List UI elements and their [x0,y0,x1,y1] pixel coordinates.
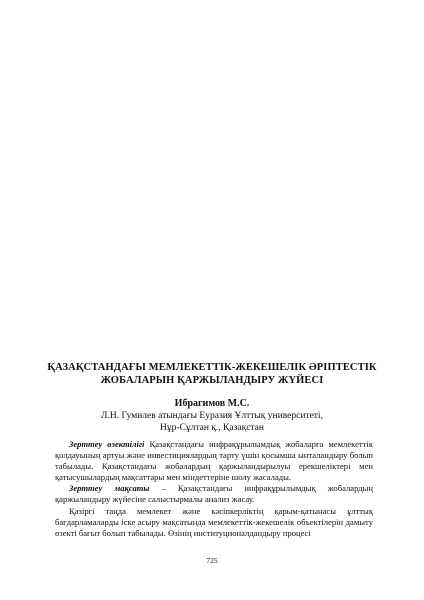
paper-title [40,361,384,387]
author-name: Ибрагимов М.С. [174,398,250,409]
author-affiliation [40,410,384,434]
title-line-2: ЖОБАЛАРЫН ҚАРЖЫЛАНДЫРУ ЖҮЙЕСІ [100,375,324,386]
title-line-1: ҚАЗАҚСТАНДАҒЫ МЕМЛЕКЕТТІК-ЖЕКЕШЕЛІК ӘРІПТЕСТІК [47,362,377,373]
affiliation-line-2: Нұр-Сұлтан қ., Қазақстан [160,423,264,433]
paragraph-label: Зерттеу өзектілігі [69,439,145,449]
paragraph-relevance [55,439,373,483]
body-text [55,439,373,539]
paragraph-text: Қазіргі таңда мемлекет және кәсіпкерліктің қарым-қатынасы ұлттық бағдарламаларды іске асыру мақсатында мемлекеттік-жекешелік объектілерін дамыту өзекті бағыт болып табылады. Өзінің институционалдандыру процесі [55,505,373,538]
paragraph-purpose [55,483,373,505]
paragraph-intro [55,506,373,539]
affiliation-line-1: Л.Н. Гумилев атындағы Еуразия Ұлттық университеті, [101,411,323,421]
paragraph-label: Зерттеу мақсаты [69,483,150,494]
page-number: 725 [206,556,218,565]
paragraph-text: Қазақстандағы инфрақұрылымдық жобаларға мемлекеттік қолдауының артуы және инвестициялардың тарту үшін қосымша ынталандыру болып табылады. Қазақстандағы жобалардың қаржыландырылуы ерекшеліктері мен қатысушылардың мақсаттары мен міндеттеріне шолу жасалады. [55,439,373,483]
paragraph-text: – Қазақстандағы инфрақұрылымдық жобалардың қаржыландыру жүйесіне салыстырмалы анализ жасау. [55,483,374,505]
